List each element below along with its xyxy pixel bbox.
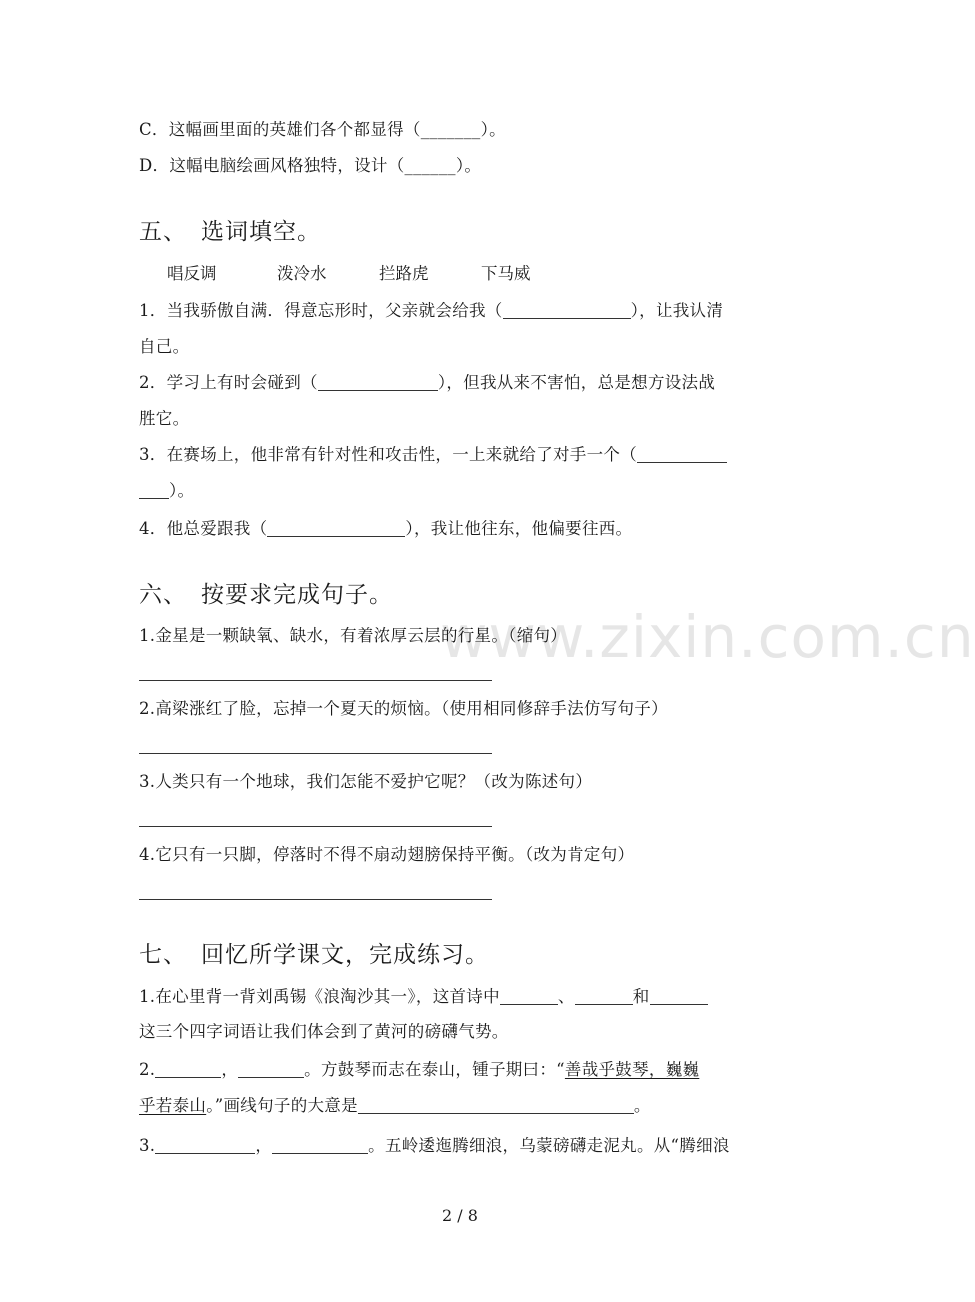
section-7-title: 回忆所学课文，完成练习。	[201, 942, 489, 968]
option-word: 拦路虎	[379, 264, 429, 283]
s5-q4-blank[interactable]	[267, 520, 405, 537]
s6-q4-answer-line[interactable]	[139, 899, 492, 900]
option-word: 泼冷水	[277, 264, 327, 283]
s7-q1-blank-3[interactable]	[650, 988, 708, 1005]
s7-q1-line	[139, 986, 708, 1008]
option-word: 下马威	[481, 264, 531, 283]
s5-q4-text: 4．他总爱跟我（	[139, 519, 268, 538]
s7-q2-blank-1[interactable]	[155, 1061, 221, 1078]
section-5-title: 选词填空。	[201, 219, 321, 245]
option-c-line: C．这幅画里面的英雄们各个都显得（_______）。	[139, 120, 506, 139]
s5-q4-line	[139, 518, 632, 540]
s7-q3-blank-2[interactable]	[272, 1137, 368, 1154]
s5-q4-text-end: ），我让他往东，他偏要往西。	[405, 519, 633, 538]
s5-q3-text: 3．在赛场上，他非常有针对性和攻击性，一上来就给了对手一个（	[139, 445, 637, 464]
s7-q2-text: 。方鼓琴而志在泰山，锺子期曰：“	[304, 1060, 565, 1079]
s7-q2-cont	[139, 1095, 651, 1117]
s5-q1-blank[interactable]	[503, 302, 631, 319]
s7-q2-text-cont: 。”画线句子的大意是	[206, 1096, 358, 1115]
section-6-title: 按要求完成句子。	[201, 582, 393, 608]
s5-q2-text: 2．学习上有时会碰到（	[139, 373, 318, 392]
s7-q3-text: 。五岭逶迤腾细浪，乌蒙磅礴走泥丸。从“腾细浪	[368, 1136, 730, 1155]
s7-q1-sep: 、	[557, 987, 575, 1006]
s5-q2-text-end: ），但我从来不害怕，总是想方设法战	[437, 373, 716, 392]
s5-q3-blank[interactable]	[637, 446, 727, 463]
s7-q1-cont: 这三个四字词语让我们体会到了黄河的磅礴气势。	[139, 1022, 509, 1041]
section-6-heading	[139, 580, 393, 610]
s7-q1-blank-1[interactable]	[500, 988, 558, 1005]
s7-q1-text: 1.在心里背一背刘禹锡《浪淘沙其一》，这首诗中	[139, 987, 500, 1006]
option-word: 唱反调	[167, 264, 217, 283]
watermark: www.zixin.com.cn	[440, 603, 975, 671]
section-7-number: 七、	[139, 942, 187, 968]
s7-q1-blank-2[interactable]	[575, 988, 633, 1005]
word-options	[167, 263, 531, 285]
s6-q2-answer-line[interactable]	[139, 753, 492, 754]
section-7-heading	[139, 940, 489, 970]
s7-q3-number: 3.	[139, 1136, 156, 1155]
s5-q2-line	[139, 372, 715, 394]
s6-q1: 1.金星是一颗缺氧、缺水，有着浓厚云层的行星。（缩句）	[139, 626, 568, 645]
s5-q3-blank-cont[interactable]	[139, 482, 169, 499]
s6-q2: 2.高梁涨红了脸，忘掉一个夏天的烦恼。（使用相同修辞手法仿写句子）	[139, 699, 668, 718]
s5-q3-line	[139, 444, 727, 466]
s5-q1-text-end: ），让我认清	[630, 301, 724, 320]
section-5-heading	[139, 217, 321, 247]
s6-q3-answer-line[interactable]	[139, 826, 492, 827]
s7-q2-blank-3[interactable]	[358, 1097, 634, 1114]
s7-q2-underlined-cont: 乎若泰山	[139, 1096, 207, 1115]
s6-q3: 3.人类只有一个地球，我们怎能不爱护它呢？（改为陈述句）	[139, 772, 593, 791]
page-number: 2 / 8	[442, 1206, 478, 1225]
s7-q3-comma: ，	[255, 1136, 273, 1155]
s7-q2-blank-2[interactable]	[238, 1061, 304, 1078]
s6-q4: 4.它只有一只脚，停落时不得不扇动翅膀保持平衡。（改为肯定句）	[139, 845, 635, 864]
s7-q3-blank-1[interactable]	[155, 1137, 255, 1154]
s7-q2-line	[139, 1059, 699, 1081]
section-6-number: 六、	[139, 582, 187, 608]
section-5-number: 五、	[139, 219, 187, 245]
s5-q2-cont: 胜它。	[139, 409, 190, 428]
s5-q1-line	[139, 300, 723, 322]
s7-q2-underlined: 善哉乎鼓琴，巍巍	[564, 1060, 700, 1079]
s7-q2-comma: ，	[221, 1060, 239, 1079]
s7-q3-line	[139, 1135, 730, 1157]
s5-q1-cont: 自己。	[139, 337, 190, 356]
s7-q2-number: 2.	[139, 1060, 156, 1079]
option-d-line: D．这幅电脑绘画风格独特，设计（______）。	[139, 156, 482, 175]
s5-q2-blank[interactable]	[318, 374, 438, 391]
s5-q3-text-end: ）。	[169, 481, 195, 500]
s7-q1-and: 和	[632, 987, 650, 1006]
s5-q1-text: 1．当我骄傲自满．得意忘形时，父亲就会给我（	[139, 301, 503, 320]
s7-q2-period: 。	[633, 1096, 651, 1115]
s6-q1-answer-line[interactable]	[139, 680, 492, 681]
s5-q3-cont	[139, 480, 194, 502]
